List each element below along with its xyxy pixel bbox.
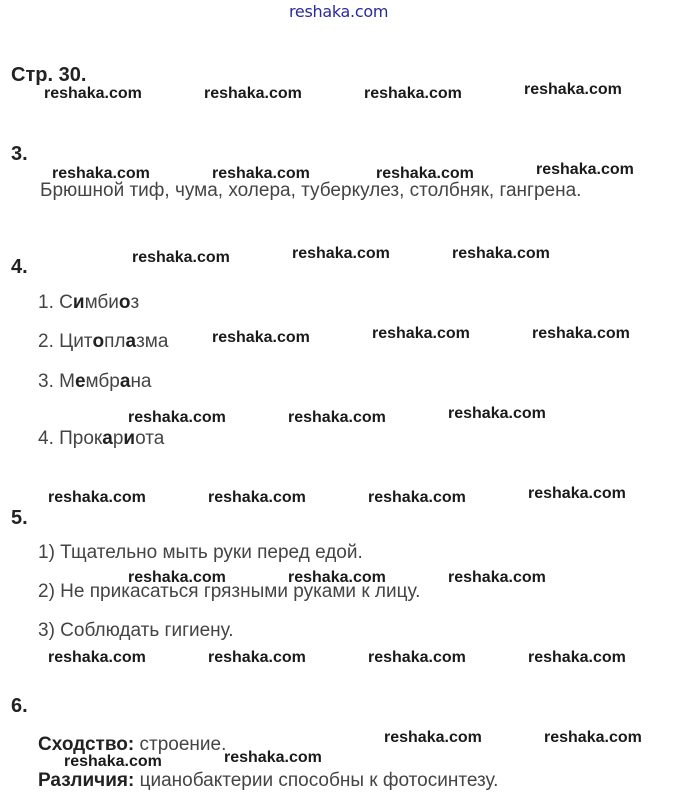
watermark: reshaka.com xyxy=(128,569,226,586)
watermark: reshaka.com xyxy=(528,649,626,666)
watermark: reshaka.com xyxy=(212,329,310,346)
rule-item-1: 1) Тщательно мыть руки перед едой. xyxy=(38,542,363,563)
watermark: reshaka.com xyxy=(128,409,226,426)
watermark: reshaka.com xyxy=(48,489,146,506)
term-item-4 xyxy=(38,428,164,450)
watermark: reshaka.com xyxy=(448,405,546,422)
task-number-3: 3. xyxy=(11,143,28,165)
watermark: reshaka.com xyxy=(368,489,466,506)
term-word: Прокариота xyxy=(59,428,165,449)
watermark: reshaka.com xyxy=(132,249,230,266)
task-number-4: 4. xyxy=(11,256,28,278)
rule-item-2: 2) Не прикасаться грязными руками к лицу. xyxy=(38,581,421,602)
watermark: reshaka.com xyxy=(544,729,642,746)
task-number-6: 6. xyxy=(11,695,28,717)
watermark: reshaka.com xyxy=(384,729,482,746)
vowel-highlight: и xyxy=(123,428,136,449)
watermark: reshaka.com xyxy=(528,485,626,502)
watermark: reshaka.com xyxy=(292,245,390,262)
watermark: reshaka.com xyxy=(524,81,622,98)
term-item-1 xyxy=(38,292,139,314)
vowel-highlight: е xyxy=(74,371,86,392)
watermark: reshaka.com xyxy=(52,165,150,182)
watermark: reshaka.com xyxy=(452,245,550,262)
watermark: reshaka.com xyxy=(288,569,386,586)
watermark: reshaka.com xyxy=(44,85,142,102)
term-word: Мембрана xyxy=(59,371,152,392)
task-3-answer: Брюшной тиф, чума, холера, туберкулез, столбняк, гангрена. xyxy=(40,180,582,201)
watermark: reshaka.com xyxy=(532,325,630,342)
watermark: reshaka.com xyxy=(224,749,322,766)
item-number: 2. xyxy=(38,331,54,352)
watermark: reshaka.com xyxy=(372,325,470,342)
watermark: reshaka.com xyxy=(64,753,162,770)
rule-item-3: 3) Соблюдать гигиену. xyxy=(38,620,234,641)
watermark: reshaka.com xyxy=(204,85,302,102)
page-title: Стр. 30. xyxy=(11,64,87,86)
watermark: reshaka.com xyxy=(48,649,146,666)
similarity-line xyxy=(38,734,226,756)
watermark: reshaka.com xyxy=(212,165,310,182)
item-number: 1. xyxy=(38,292,54,313)
item-number: 4. xyxy=(38,428,54,449)
vowel-highlight: о xyxy=(118,292,131,313)
difference-line xyxy=(38,770,498,792)
item-number: 3. xyxy=(38,371,54,392)
term-item-2 xyxy=(38,331,168,353)
similarity-label: Сходство: xyxy=(38,734,135,755)
term-item-3 xyxy=(38,371,152,393)
watermark: reshaka.com xyxy=(368,649,466,666)
watermark: reshaka.com xyxy=(208,649,306,666)
task-number-5: 5. xyxy=(11,507,28,529)
site-header-link[interactable]: reshaka.com xyxy=(289,2,389,21)
vowel-highlight: а xyxy=(119,371,131,392)
vowel-highlight: о xyxy=(92,331,105,352)
difference-label: Различия: xyxy=(38,770,135,791)
watermark: reshaka.com xyxy=(448,569,546,586)
vowel-highlight: а xyxy=(125,331,137,352)
difference-text: цианобактерии способны к фотосинтезу. xyxy=(134,770,499,791)
term-word: Симбиоз xyxy=(59,292,140,313)
watermark: reshaka.com xyxy=(376,165,474,182)
watermark: reshaka.com xyxy=(288,409,386,426)
watermark: reshaka.com xyxy=(208,489,306,506)
watermark: reshaka.com xyxy=(536,161,634,178)
similarity-text: строение. xyxy=(134,734,227,755)
term-word: Цитоплазма xyxy=(59,331,169,352)
watermark: reshaka.com xyxy=(364,85,462,102)
vowel-highlight: а xyxy=(102,428,113,449)
vowel-highlight: и xyxy=(72,292,85,313)
